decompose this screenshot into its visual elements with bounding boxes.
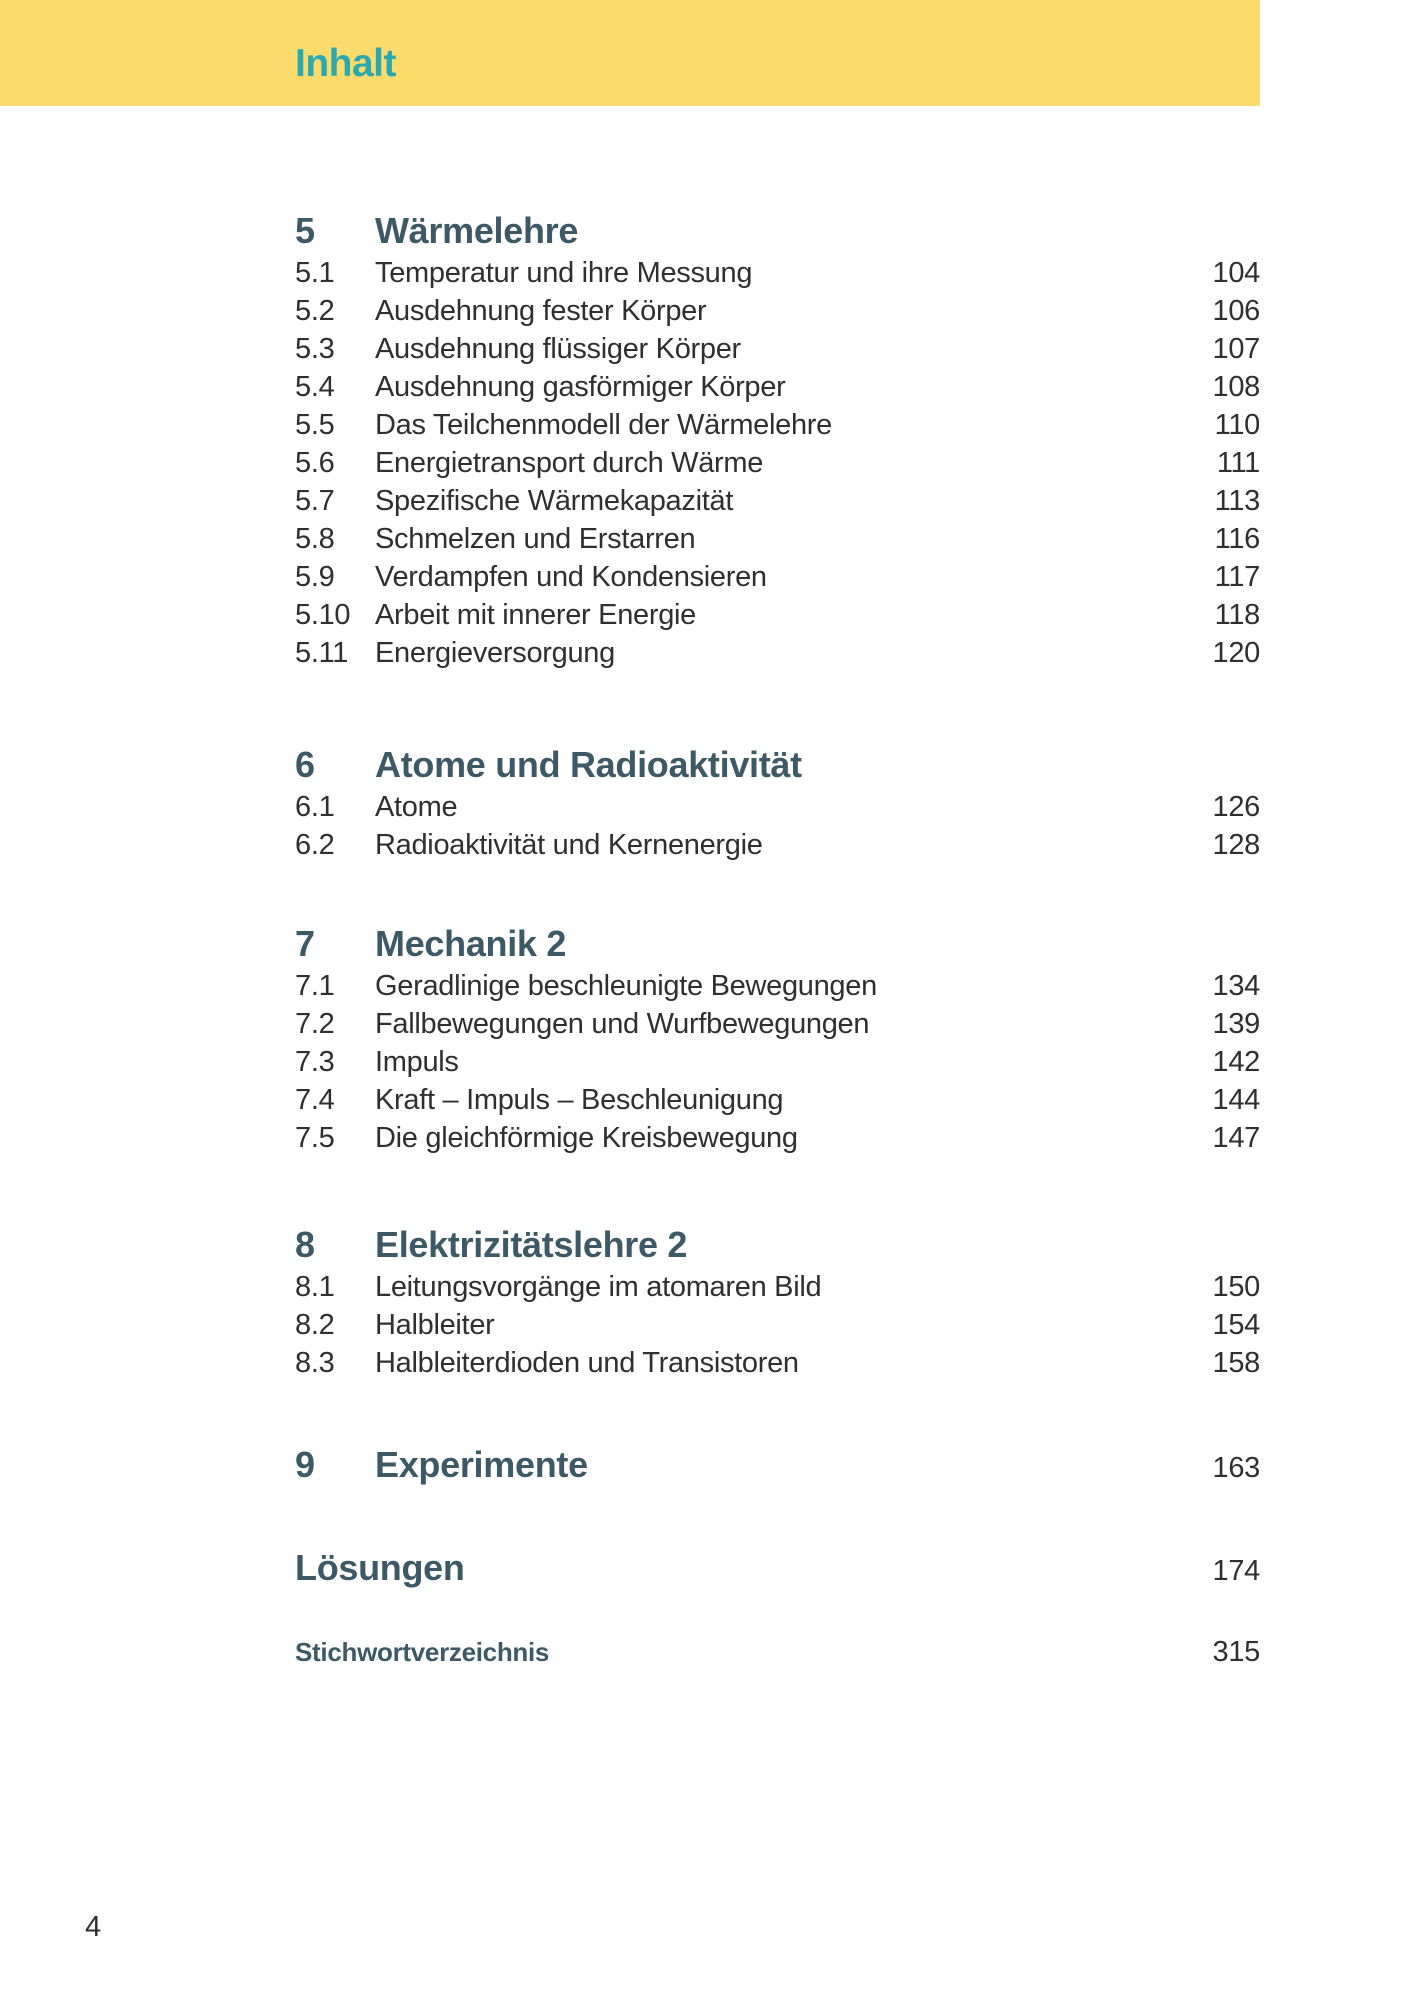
entry-title: Halbleiter xyxy=(375,1309,495,1341)
entry-page-number: 150 xyxy=(1212,1271,1260,1303)
section-title: Mechanik 2 xyxy=(375,923,567,964)
toc-section-heading xyxy=(295,1545,1260,1594)
entry-number: 6.1 xyxy=(295,791,335,823)
section-title: Stichwortverzeichnis xyxy=(295,1637,550,1667)
entry-number: 8.1 xyxy=(295,1271,335,1303)
toc-entry xyxy=(295,1306,1260,1344)
toc-entry xyxy=(295,967,1260,1005)
entry-number: 5.9 xyxy=(295,561,335,593)
section-page-number: 174 xyxy=(1212,1555,1260,1587)
toc-section-heading xyxy=(295,1634,1260,1670)
entry-title: Ausdehnung fester Körper xyxy=(375,295,707,327)
entry-number: 5.2 xyxy=(295,295,335,327)
entry-title: Halbleiterdioden und Transistoren xyxy=(375,1347,799,1379)
section-title: Elektrizitätslehre 2 xyxy=(375,1224,688,1265)
toc-entry xyxy=(295,1005,1260,1043)
section-title: Experimente xyxy=(375,1444,588,1485)
entry-title: Temperatur und ihre Messung xyxy=(375,257,753,289)
toc-entry xyxy=(295,444,1260,482)
toc-section-heading xyxy=(295,1442,1260,1491)
entry-title: Atome xyxy=(375,791,458,823)
entry-number: 5.1 xyxy=(295,257,335,289)
entry-page-number: 111 xyxy=(1216,447,1260,479)
entry-page-number: 128 xyxy=(1212,829,1260,861)
entry-title: Energieversorgung xyxy=(375,637,615,669)
entry-title: Leitungsvorgänge im atomaren Bild xyxy=(375,1271,822,1303)
entry-page-number: 110 xyxy=(1214,409,1260,441)
toc-entry xyxy=(295,1268,1260,1306)
entry-title: Verdampfen und Kondensieren xyxy=(375,561,767,593)
toc-entry xyxy=(295,558,1260,596)
entry-title: Geradlinige beschleunigte Bewegungen xyxy=(375,970,877,1002)
entry-number: 5.11 xyxy=(295,637,349,669)
toc-entry xyxy=(295,254,1260,292)
section-title: Lösungen xyxy=(295,1547,465,1588)
entry-title: Arbeit mit innerer Energie xyxy=(375,599,697,631)
entry-title: Impuls xyxy=(375,1046,459,1078)
toc-entry xyxy=(295,330,1260,368)
entry-title: Schmelzen und Erstarren xyxy=(375,523,696,555)
entry-page-number: 134 xyxy=(1212,970,1260,1002)
section-title: Wärmelehre xyxy=(375,210,579,251)
toc-section-mechanik-2 xyxy=(295,921,1260,1157)
entry-page-number: 158 xyxy=(1212,1347,1260,1379)
entry-title: Spezifische Wärmekapazität xyxy=(375,485,734,517)
entry-title: Energietransport durch Wärme xyxy=(375,447,764,479)
toc-entry xyxy=(295,520,1260,558)
section-number: 5 xyxy=(295,210,315,251)
entry-number: 7.3 xyxy=(295,1046,335,1078)
toc-entry xyxy=(295,1119,1260,1157)
entry-number: 7.4 xyxy=(295,1084,335,1116)
page-title: Inhalt xyxy=(295,42,396,85)
toc-section-elektrizitaetslehre-2 xyxy=(295,1222,1260,1382)
section-page-number: 163 xyxy=(1212,1452,1260,1484)
section-number: 6 xyxy=(295,744,315,785)
entry-page-number: 116 xyxy=(1214,523,1260,555)
toc-section-waermelehre xyxy=(295,208,1260,672)
toc-entry xyxy=(295,406,1260,444)
toc-entry xyxy=(295,634,1260,672)
toc-section-heading xyxy=(295,921,1260,967)
entry-page-number: 147 xyxy=(1212,1122,1260,1154)
entry-number: 8.3 xyxy=(295,1347,335,1379)
entry-number: 7.2 xyxy=(295,1008,335,1040)
toc-section-heading xyxy=(295,208,1260,254)
toc-section-heading xyxy=(295,1222,1260,1268)
entry-number: 5.3 xyxy=(295,333,335,365)
table-of-contents xyxy=(295,208,1260,1670)
toc-entry xyxy=(295,1344,1260,1382)
entry-page-number: 106 xyxy=(1212,295,1260,327)
entry-number: 5.8 xyxy=(295,523,335,555)
toc-entry xyxy=(295,482,1260,520)
toc-section-stichwortverzeichnis xyxy=(295,1634,1260,1670)
folio-page-number: 4 xyxy=(85,1911,102,1943)
toc-entry xyxy=(295,596,1260,634)
toc-entry xyxy=(295,1043,1260,1081)
entry-title: Das Teilchenmodell der Wärmelehre xyxy=(375,409,832,441)
toc-entry xyxy=(295,1081,1260,1119)
header-band xyxy=(0,0,1260,106)
toc-section-loesungen xyxy=(295,1545,1260,1594)
entry-number: 7.1 xyxy=(295,970,335,1002)
entry-page-number: 142 xyxy=(1212,1046,1260,1078)
entry-page-number: 104 xyxy=(1212,257,1260,289)
entry-title: Fallbewegungen und Wurfbewegungen xyxy=(375,1008,870,1040)
entry-title: Die gleichförmige Kreisbewegung xyxy=(375,1122,798,1154)
entry-title: Radioaktivität und Kernenergie xyxy=(375,829,763,861)
entry-page-number: 120 xyxy=(1212,637,1260,669)
entry-title: Ausdehnung gasförmiger Körper xyxy=(375,371,786,403)
section-title: Atome und Radioaktivität xyxy=(375,744,802,785)
toc-section-heading xyxy=(295,742,1260,788)
entry-page-number: 144 xyxy=(1212,1084,1260,1116)
entry-page-number: 139 xyxy=(1212,1008,1260,1040)
entry-page-number: 118 xyxy=(1214,599,1260,631)
section-number: 7 xyxy=(295,923,315,964)
section-number: 8 xyxy=(295,1224,315,1265)
entry-number: 5.10 xyxy=(295,599,351,631)
entry-page-number: 108 xyxy=(1212,371,1260,403)
entry-number: 5.6 xyxy=(295,447,335,479)
section-number: 9 xyxy=(295,1444,315,1485)
entry-number: 5.5 xyxy=(295,409,335,441)
entry-page-number: 154 xyxy=(1212,1309,1260,1341)
entry-title: Ausdehnung flüssiger Körper xyxy=(375,333,741,365)
entry-number: 8.2 xyxy=(295,1309,335,1341)
toc-section-atome-und-radioaktivitaet xyxy=(295,742,1260,864)
toc-entry xyxy=(295,368,1260,406)
toc-entry xyxy=(295,826,1260,864)
entry-number: 6.2 xyxy=(295,829,335,861)
toc-entry xyxy=(295,292,1260,330)
entry-page-number: 113 xyxy=(1214,485,1260,517)
section-page-number: 315 xyxy=(1212,1636,1260,1668)
entry-number: 5.7 xyxy=(295,485,335,517)
toc-entry xyxy=(295,788,1260,826)
entry-number: 5.4 xyxy=(295,371,335,403)
toc-section-experimente xyxy=(295,1442,1260,1491)
entry-page-number: 117 xyxy=(1214,561,1260,593)
entry-title: Kraft – Impuls – Beschleunigung xyxy=(375,1084,784,1116)
entry-page-number: 126 xyxy=(1212,791,1260,823)
entry-number: 7.5 xyxy=(295,1122,335,1154)
entry-page-number: 107 xyxy=(1212,333,1260,365)
